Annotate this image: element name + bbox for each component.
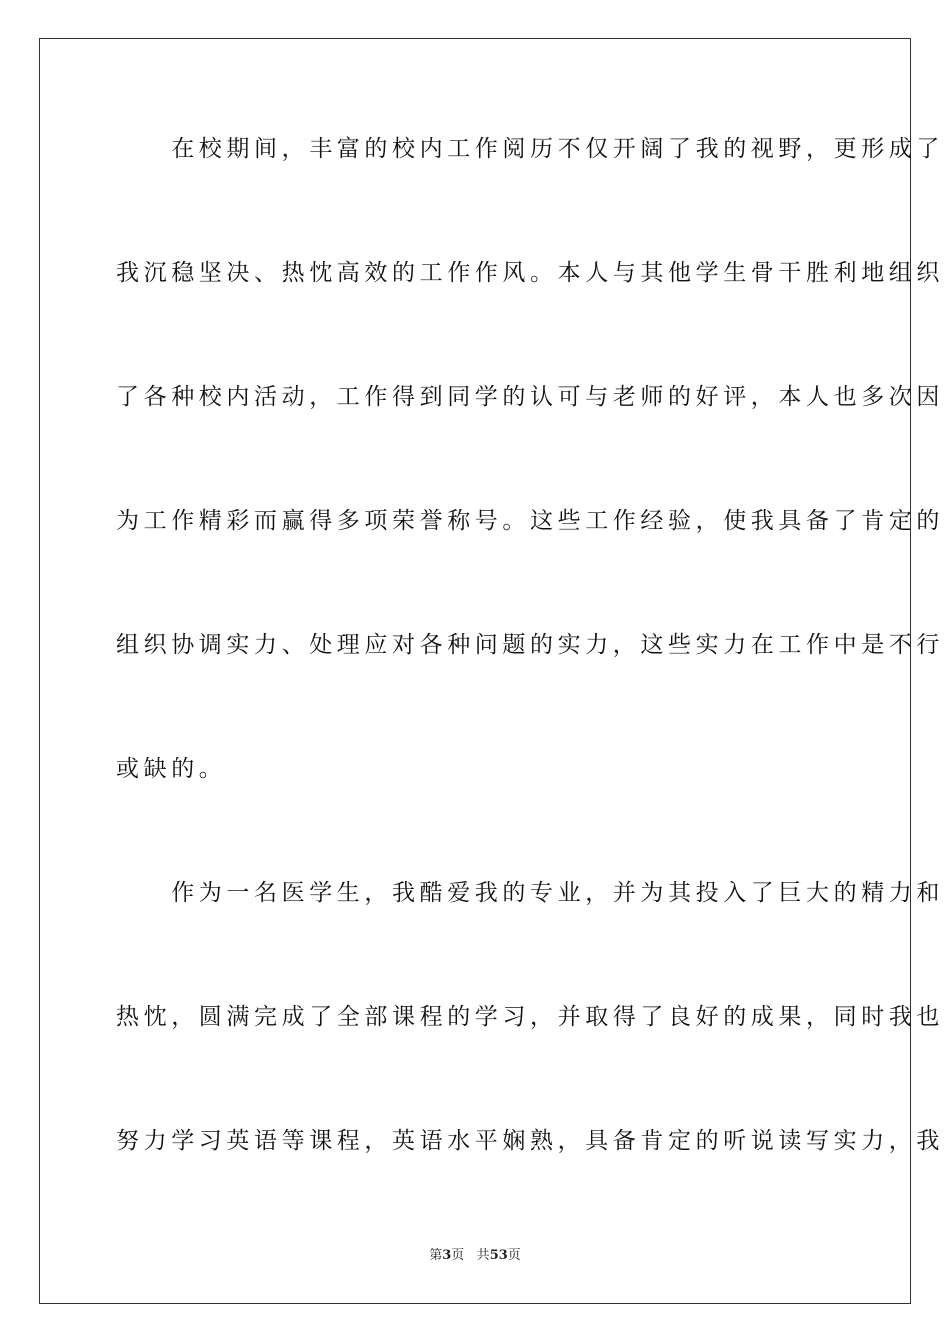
- page-number: 3: [442, 1248, 452, 1263]
- text-line: 或缺的。: [116, 756, 227, 782]
- total-pages: 53: [489, 1248, 508, 1263]
- page-footer: [0, 1247, 950, 1265]
- total-suffix: 页: [507, 1248, 521, 1263]
- text-line: 为工作精彩而赢得多项荣誉称号。这些工作经验，使我具备了肯定的: [116, 508, 944, 534]
- total-prefix: 共: [476, 1248, 490, 1263]
- text-line: 作为一名医学生，我酷爱我的专业，并为其投入了巨大的精力和: [116, 880, 944, 906]
- page-suffix: 页: [451, 1248, 465, 1263]
- page-prefix: 第: [429, 1248, 443, 1263]
- text-line: 热忱，圆满完成了全部课程的学习，并取得了良好的成果，同时我也: [116, 1004, 944, 1030]
- text-line: 我沉稳坚决、热忱高效的工作作风。本人与其他学生骨干胜利地组织: [116, 260, 944, 286]
- text-line: 努力学习英语等课程，英语水平娴熟，具备肯定的听说读写实力，我: [116, 1128, 944, 1154]
- text-line: 了各种校内活动，工作得到同学的认可与老师的好评，本人也多次因: [116, 384, 944, 410]
- page-border: [39, 38, 944, 1304]
- text-line: 组织协调实力、处理应对各种问题的实力，这些实力在工作中是不行: [116, 632, 944, 658]
- text-line: 在校期间，丰富的校内工作阅历不仅开阔了我的视野，更形成了: [116, 136, 944, 162]
